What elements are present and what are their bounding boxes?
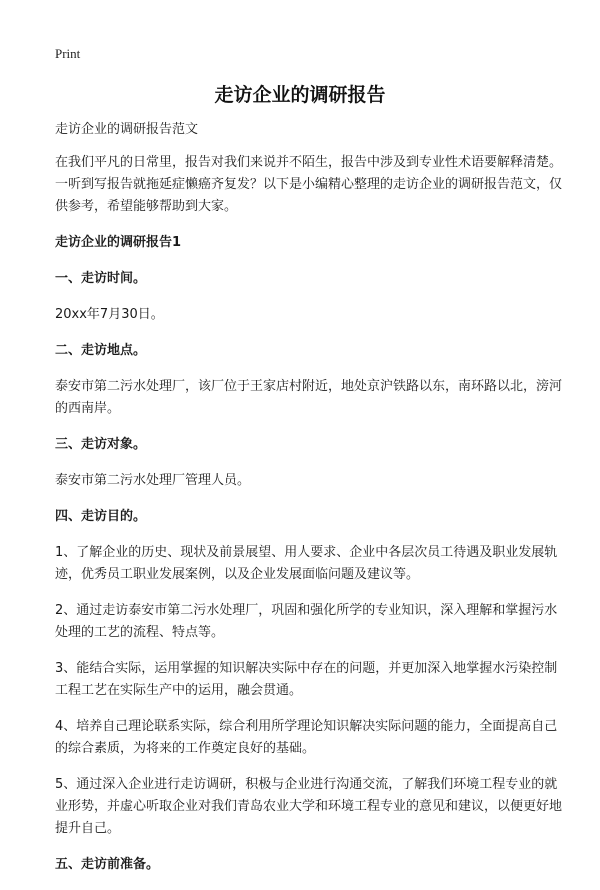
document-subtitle: 走访企业的调研报告范文 (55, 122, 199, 137)
section-heading: 一、走访时间。 (55, 271, 147, 286)
section-heading: 二、走访地点。 (55, 343, 147, 358)
section-paragraph: 20xx年7月30日。 (55, 307, 164, 322)
section-paragraph: 4、培养自己理论联系实际，综合利用所学理论知识解决实际问题的能力，全面提高自己的综合素质，为将来的工作奠定良好的基础。 (55, 719, 558, 756)
section-paragraph: 5、通过深入企业进行走访调研，积极与企业进行沟通交流，了解我们环境工程专业的就业形势，并虚心听取企业对我们青岛农业大学和环境工程专业的意见和建议，以便更好地提升自己。 (55, 777, 563, 836)
section-paragraph: 泰安市第二污水处理厂管理人员。 (55, 473, 251, 488)
page-title: 走访企业的调研报告 (214, 84, 386, 106)
section-paragraph: 1、了解企业的历史、现状及前景展望、用人要求、企业中各层次员工待遇及职业发展轨迹，优秀员工职业发展案例，以及企业发展面临问题及建议等。 (55, 545, 558, 582)
section-paragraph: 2、通过走访泰安市第二污水处理厂，巩固和强化所学的专业知识，深入理解和掌握污水处理的工艺的流程、特点等。 (55, 603, 558, 640)
print-link[interactable]: Print (55, 46, 81, 61)
document-body (55, 119, 563, 890)
section-heading: 三、走访对象。 (55, 437, 147, 452)
report-heading: 走访企业的调研报告1 (55, 235, 182, 250)
section-heading: 五、走访前准备。 (55, 857, 160, 872)
section-heading: 四、走访目的。 (55, 509, 147, 524)
section-paragraph: 3、能结合实际，运用掌握的知识解决实际中存在的问题，并更加深入地掌握水污染控制工程工艺在实际生产中的运用，融会贯通。 (55, 661, 558, 698)
intro-paragraph: 在我们平凡的日常里，报告对我们来说并不陌生，报告中涉及到专业性术语要解释清楚。一听到写报告就拖延症懒癌齐复发？以下是小编精心整理的走访企业的调研报告范文，仅供参考，希望能够帮助到大家。 (55, 155, 563, 214)
section-paragraph: 泰安市第二污水处理厂，该厂位于王家店村附近，地处京沪铁路以东，南环路以北，滂河的西南岸。 (55, 379, 563, 416)
